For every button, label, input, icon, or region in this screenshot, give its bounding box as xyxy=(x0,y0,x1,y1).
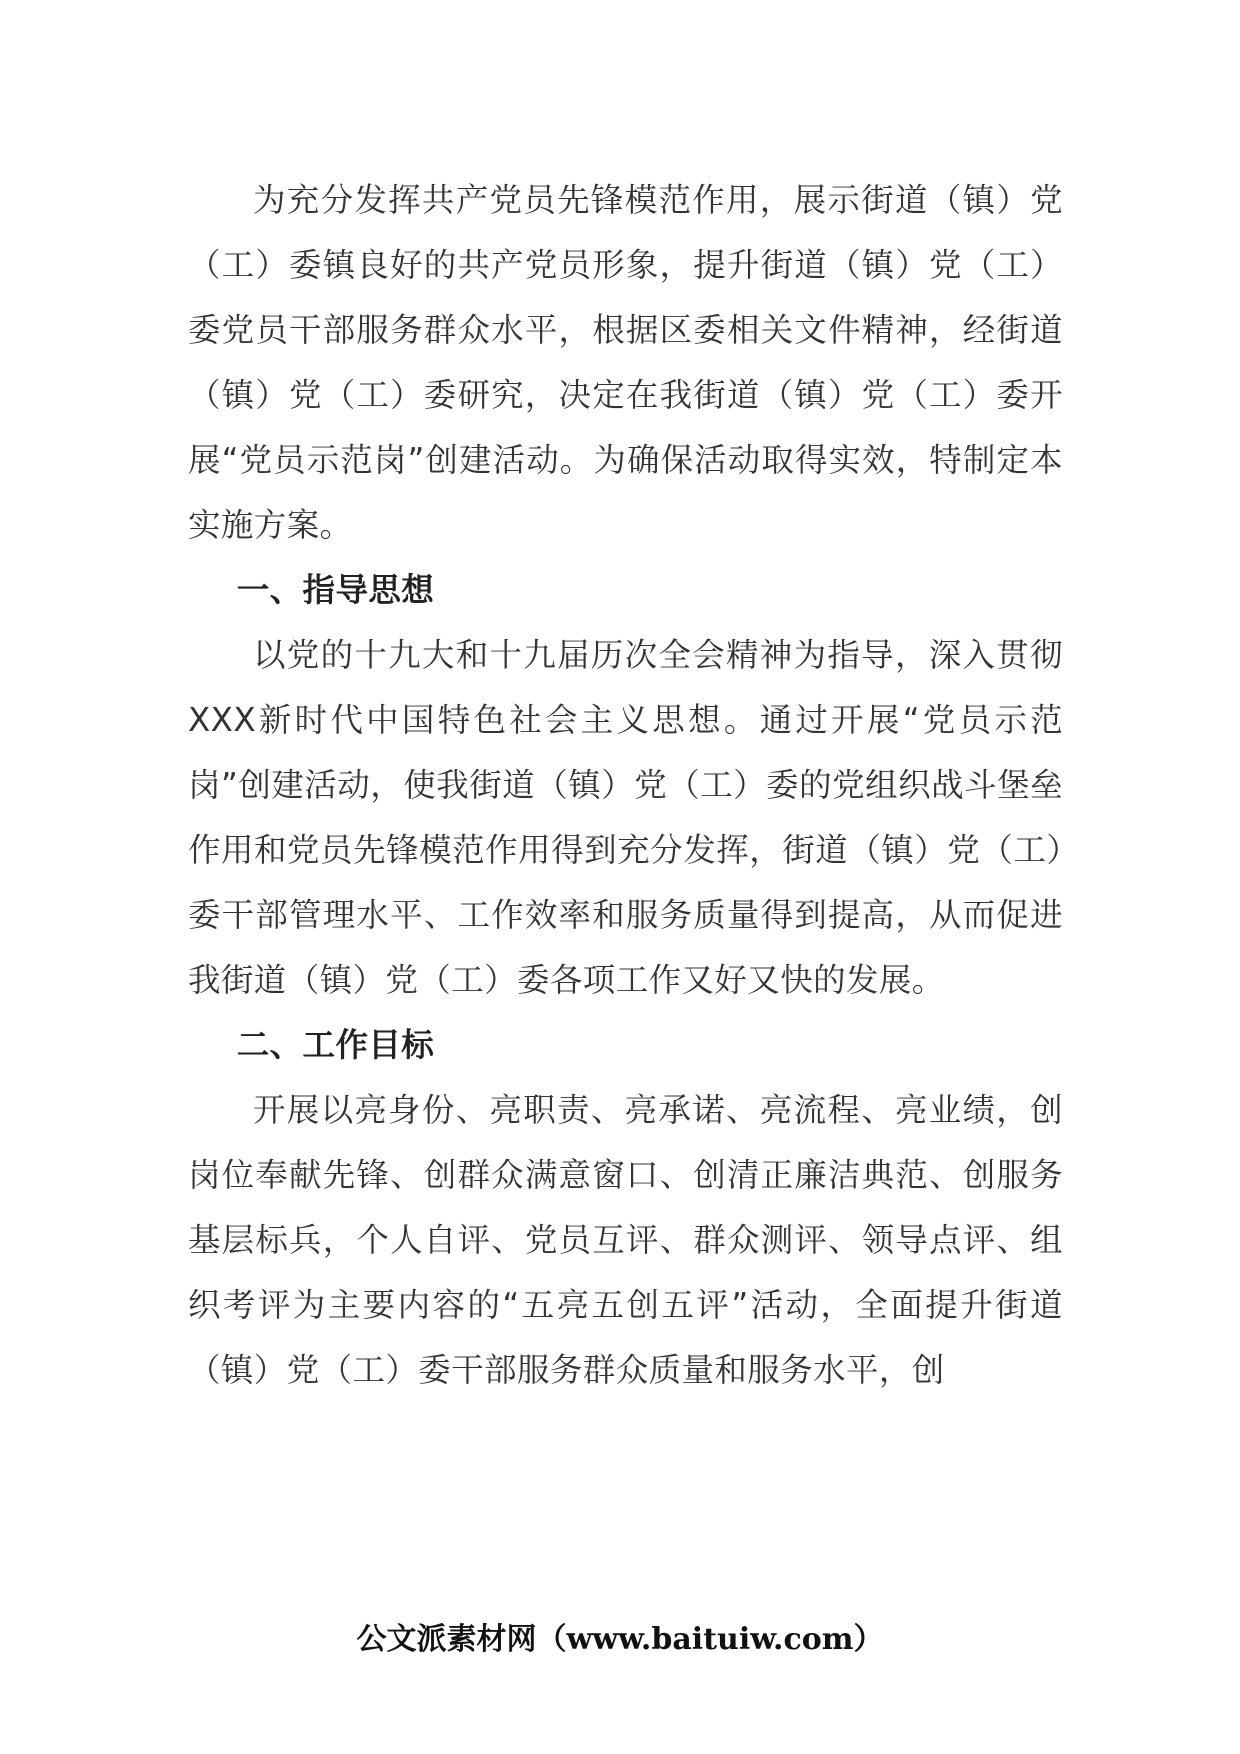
section-heading-guiding-ideology: 一、指导思想 xyxy=(236,571,435,609)
intro-paragraph: 为充分发挥共产党员先锋模范作用，展示街道（镇）党（工）委镇良好的共产党员形象，提升街道（镇）党（工）委党员干部服务群众水平，根据区委相关文件精神，经街道（镇）党（工）委研究，决定在我街道（镇）党（工）委开展“党员示范岗”创建活动。为确保活动取得实效，特制定本实施方案。 xyxy=(188,181,1063,544)
work-goals-paragraph: 开展以亮身份、亮职责、亮承诺、亮流程、亮业绩，创岗位奉献先锋、创群众满意窗口、创清正廉洁典范、创服务基层标兵，个人自评、党员互评、群众测评、领导点评、组织考评为主要内容的“五亮五创五评”活动，全面提升街道（镇）党（工）委干部服务群众质量和服务水平，创 xyxy=(188,1091,1063,1389)
document-body xyxy=(188,168,1063,1403)
guiding-ideology-paragraph: 以党的十九大和十九届历次全会精神为指导，深入贯彻XXX新时代中国特色社会主义思想。通过开展“党员示范岗”创建活动，使我街道（镇）党（工）委的党组织战斗堡垒作用和党员先锋模范作用得到充分发挥，街道（镇）党（工）委干部管理水平、工作效率和服务质量得到提高，从而促进我街道（镇）党（工）委各项工作又好又快的发展。 xyxy=(188,636,1063,999)
footer-watermark: 公文派素材网（www.baituiw.com） xyxy=(356,1622,884,1657)
section-heading-work-goals: 二、工作目标 xyxy=(236,1026,435,1064)
